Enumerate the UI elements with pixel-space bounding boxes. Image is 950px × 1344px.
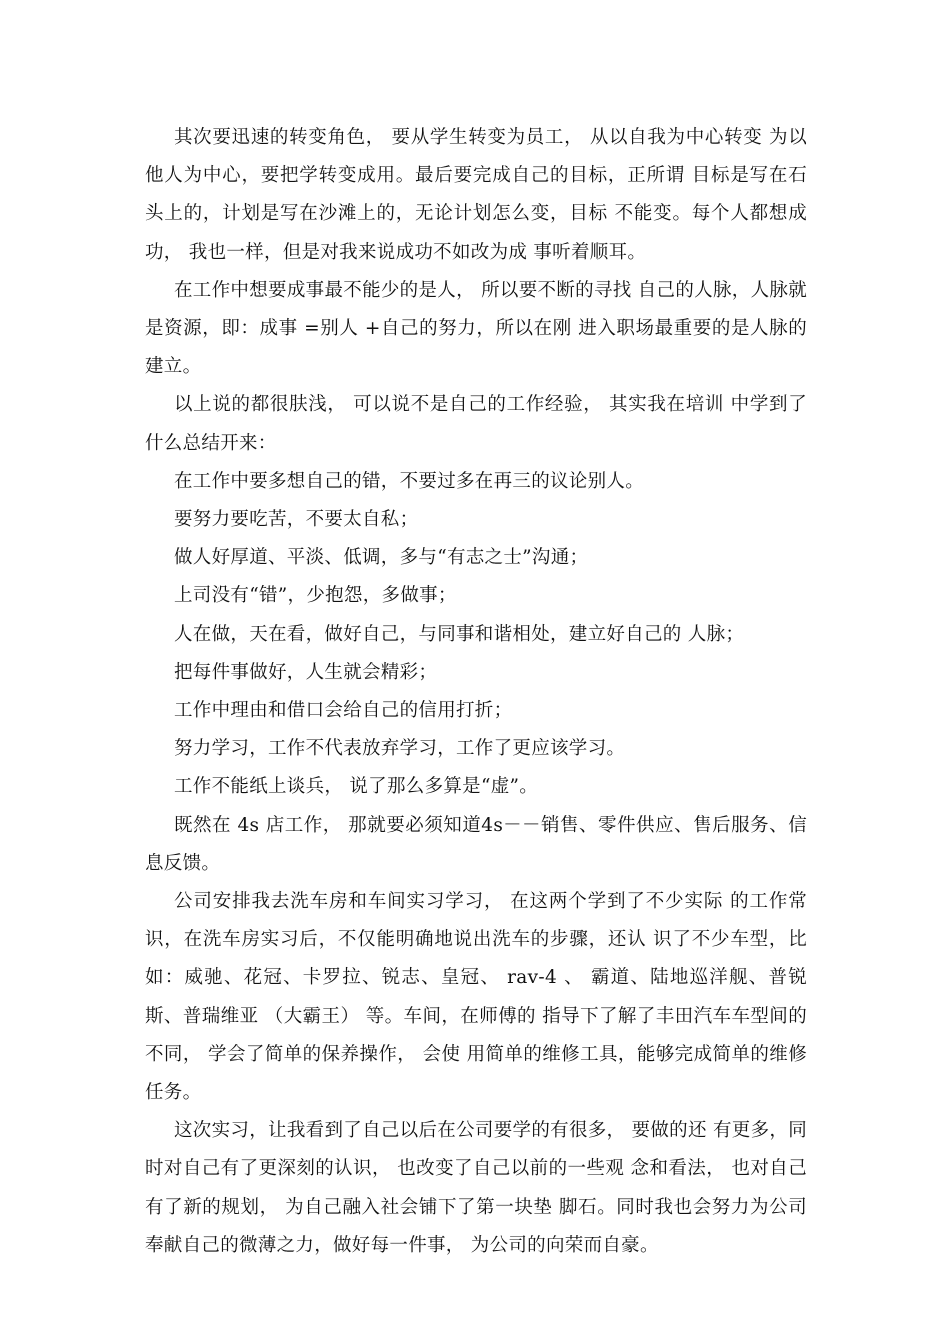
paragraph-2: 在工作中想要成事最不能少的是人， 所以要不断的寻找 自己的人脉，人脉就是资源，即：成事 =别人 +自己的努力，所以在刚 进入职场最重要的是人脉的建立。	[145, 279, 807, 378]
paragraph-9: 把每件事做好，人生就会精彩；	[174, 661, 438, 683]
paragraph-3: 以上说的都很肤浅， 可以说不是自己的工作经验， 其实我在培训 中学到了什么总结开来：	[145, 394, 807, 454]
document-body	[145, 119, 807, 1265]
paragraph-15: 这次实习，让我看到了自己以后在公司要学的有很多， 要做的还 有更多，同时对自己有了更深刻的认识， 也改变了自己以前的一些观 念和看法， 也对自己有了新的规划， 为自己融入社会铺下了第一块垫 脚石。同时我也会努力为公司奉献自己的微薄之力，做好每一件事， 为公司的向荣而自豪。	[145, 1120, 807, 1256]
paragraph-12: 工作不能纸上谈兵， 说了那么多算是“虚”。	[174, 776, 539, 798]
paragraph-11: 努力学习，工作不代表放弃学习，工作了更应该学习。	[174, 738, 626, 760]
paragraph-7: 上司没有“错”，少抱怨，多做事；	[174, 585, 457, 607]
paragraph-6: 做人好厚道、平淡、低调，多与“有志之士”沟通；	[174, 547, 589, 569]
paragraph-13: 既然在 4s 店工作， 那就要必须知道4s－－销售、零件供应、售后服务、信息反馈。	[145, 814, 807, 874]
paragraph-1: 其次要迅速的转变角色， 要从学生转变为员工， 从以自我为中心转变 为以他人为中心，要把学转变成用。最后要完成自己的目标，正所谓 目标是写在石头上的，计划是写在沙滩上的，无论计划怎么变，目标 不能变。每个人都想成功， 我也一样，但是对我来说成功不如改为成 事听着顺耳。	[145, 127, 807, 263]
paragraph-4: 在工作中要多想自己的错，不要过多在再三的议论别人。	[174, 470, 645, 492]
paragraph-5: 要努力要吃苦，不要太自私；	[174, 509, 419, 531]
paragraph-10: 工作中理由和借口会给自己的信用打折；	[174, 700, 513, 722]
paragraph-14: 公司安排我去洗车房和车间实习学习， 在这两个学到了不少实际 的工作常识，在洗车房实习后，不仅能明确地说出洗车的步骤，还认 识了不少车型，比如：威驰、花冠、卡罗拉、锐志、皇冠、 rav-4 、 霸道、陆地巡洋舰、普锐斯、普瑞维亚 （大霸王） 等。车间，在师傅的 指导下了解了丰田汽车车型间的不同， 学会了简单的保养操作， 会使 用简单的维修工具，能够完成简单的维修任务。	[145, 891, 807, 1104]
paragraph-8: 人在做，天在看，做好自己，与同事和谐相处，建立好自己的 人脉；	[174, 623, 745, 645]
